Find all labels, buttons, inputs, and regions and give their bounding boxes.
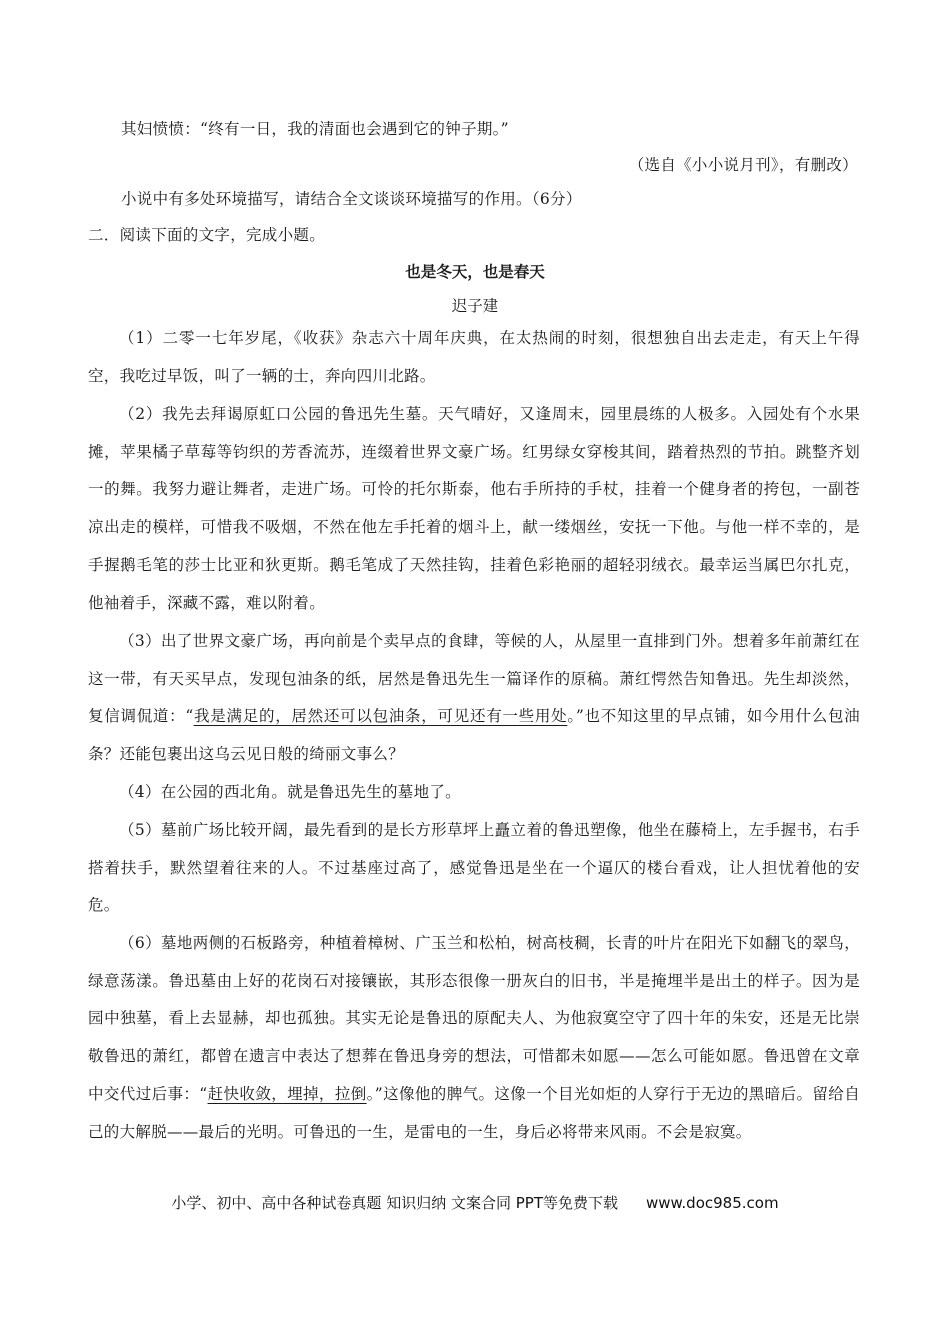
- paragraph-5: （5）墓前广场比较开阔，最先看到的是长方形草坪上矗立着的鲁迅塑像，他坐在藤椅上，左手握书，右手搭着扶手，默然望着往来的人。不过基座过高了，感觉鲁迅是坐在一个逼仄的楼台看戏，让人担忧着他的安危。: [88, 821, 860, 915]
- paragraph-3: [88, 623, 860, 774]
- article-author: 迟子建: [451, 297, 499, 315]
- footer-url: www.doc985.com: [645, 1194, 779, 1212]
- paragraph-3-text-a: （3）出了世界文豪广场，再向前是个卖早点的食肆，等候的人，从屋里一直排到门外。想着多年前萧红在这一带，有天买早点，发现包油条的纸，居然是鲁迅先生一篇译作的原稿。萧红愕然告知鲁迅。先生却淡然，复信调侃道：“: [88, 632, 860, 726]
- story-closing-line: 其妇愤愤：“终有一日，我的清面也会遇到它的钟子期。”: [121, 120, 509, 138]
- paragraph-1: （1）二零一七年岁尾，《收获》杂志六十周年庆典，在太热闹的时刻，很想独自出去走走，有天上午得空，我吃过早饭，叫了一辆的士，奔向四川北路。: [88, 329, 860, 385]
- paragraph-4: （4）在公园的西北角。就是鲁迅先生的墓地了。: [119, 783, 461, 801]
- page-footer: [0, 1192, 950, 1213]
- paragraph-6-text-b: 。”这像他的脾气。这像一个目光如炬的人穿行于无边的黑暗后。留给自己的大解脱——最后的光明。可鲁迅的一生，是雷电的一生，身后必将带来风雨。不会是寂寞。: [88, 1084, 861, 1141]
- underlined-quote-1: 我是满足的，居然还可以包油条，可见还有一些用处: [193, 707, 568, 726]
- footer-text: 小学、初中、高中各种试卷真题 知识归纳 文案合同 PPT等免费下载: [171, 1194, 618, 1212]
- paragraph-6-text-a: （6）墓地两侧的石板路旁，种植着樟树、广玉兰和松柏，树高枝稠，长青的叶片在阳光下如翻飞的翠鸟，绿意荡漾。鲁迅墓由上好的花岗石对接镶嵌，其形态很像一册灰白的旧书，半是掩埋半是出土的样子。因为是园中独墓，看上去显赫，却也孤独。其实无论是鲁迅的原配夫人、为他寂寞空守了四十年的朱安，还是无比崇敬鲁迅的萧红，都曾在遗言中表达了想葬在鲁迅身旁的想法，可惜都未如愿——怎么可能如愿。鲁迅曾在文章中交代过后事：“: [88, 934, 860, 1103]
- source-citation: （选自《小小说月刊》，有删改）: [628, 156, 858, 174]
- underlined-quote-2: 赶快收敛，埋掉，拉倒: [207, 1084, 367, 1103]
- paragraph-3-text-b: 。”也不知这里的早点铺，如今用什么包油条？还能包裹出这乌云见日般的绮丽文事么？: [88, 707, 860, 764]
- question-text: 小说中有多处环境描写，请结合全文谈谈环境描写的作用。（6分）: [121, 190, 582, 208]
- paragraph-2: （2）我先去拜谒原虹口公园的鲁迅先生墓。天气晴好，又逢周末，园里晨练的人极多。入园处有个水果摊，苹果橘子草莓等钧织的芳香流苏，连缀着世界文豪广场。红男绿女穿梭其间，踏着热烈的节拍。跳整齐划一的舞。我努力避让舞者，走进广场。可怜的托尔斯泰，他右手所持的手杖，挂着一个健身者的挎包，一副苍凉出走的模样，可惜我不吸烟，不然在他左手托着的烟斗上，献一缕烟丝，安抚一下他。与他一样不幸的，是手握鹅毛笔的莎士比亚和狄更斯。鹅毛笔成了天然挂钩，挂着色彩艳丽的超轻羽绒衣。最幸运当属巴尔扎克，他袖着手，深藏不露，难以附着。: [88, 405, 860, 612]
- section-heading: 二．阅读下面的文字，完成小题。: [88, 226, 326, 244]
- paragraph-6: [88, 925, 860, 1151]
- article-title: 也是冬天，也是春天: [405, 262, 545, 281]
